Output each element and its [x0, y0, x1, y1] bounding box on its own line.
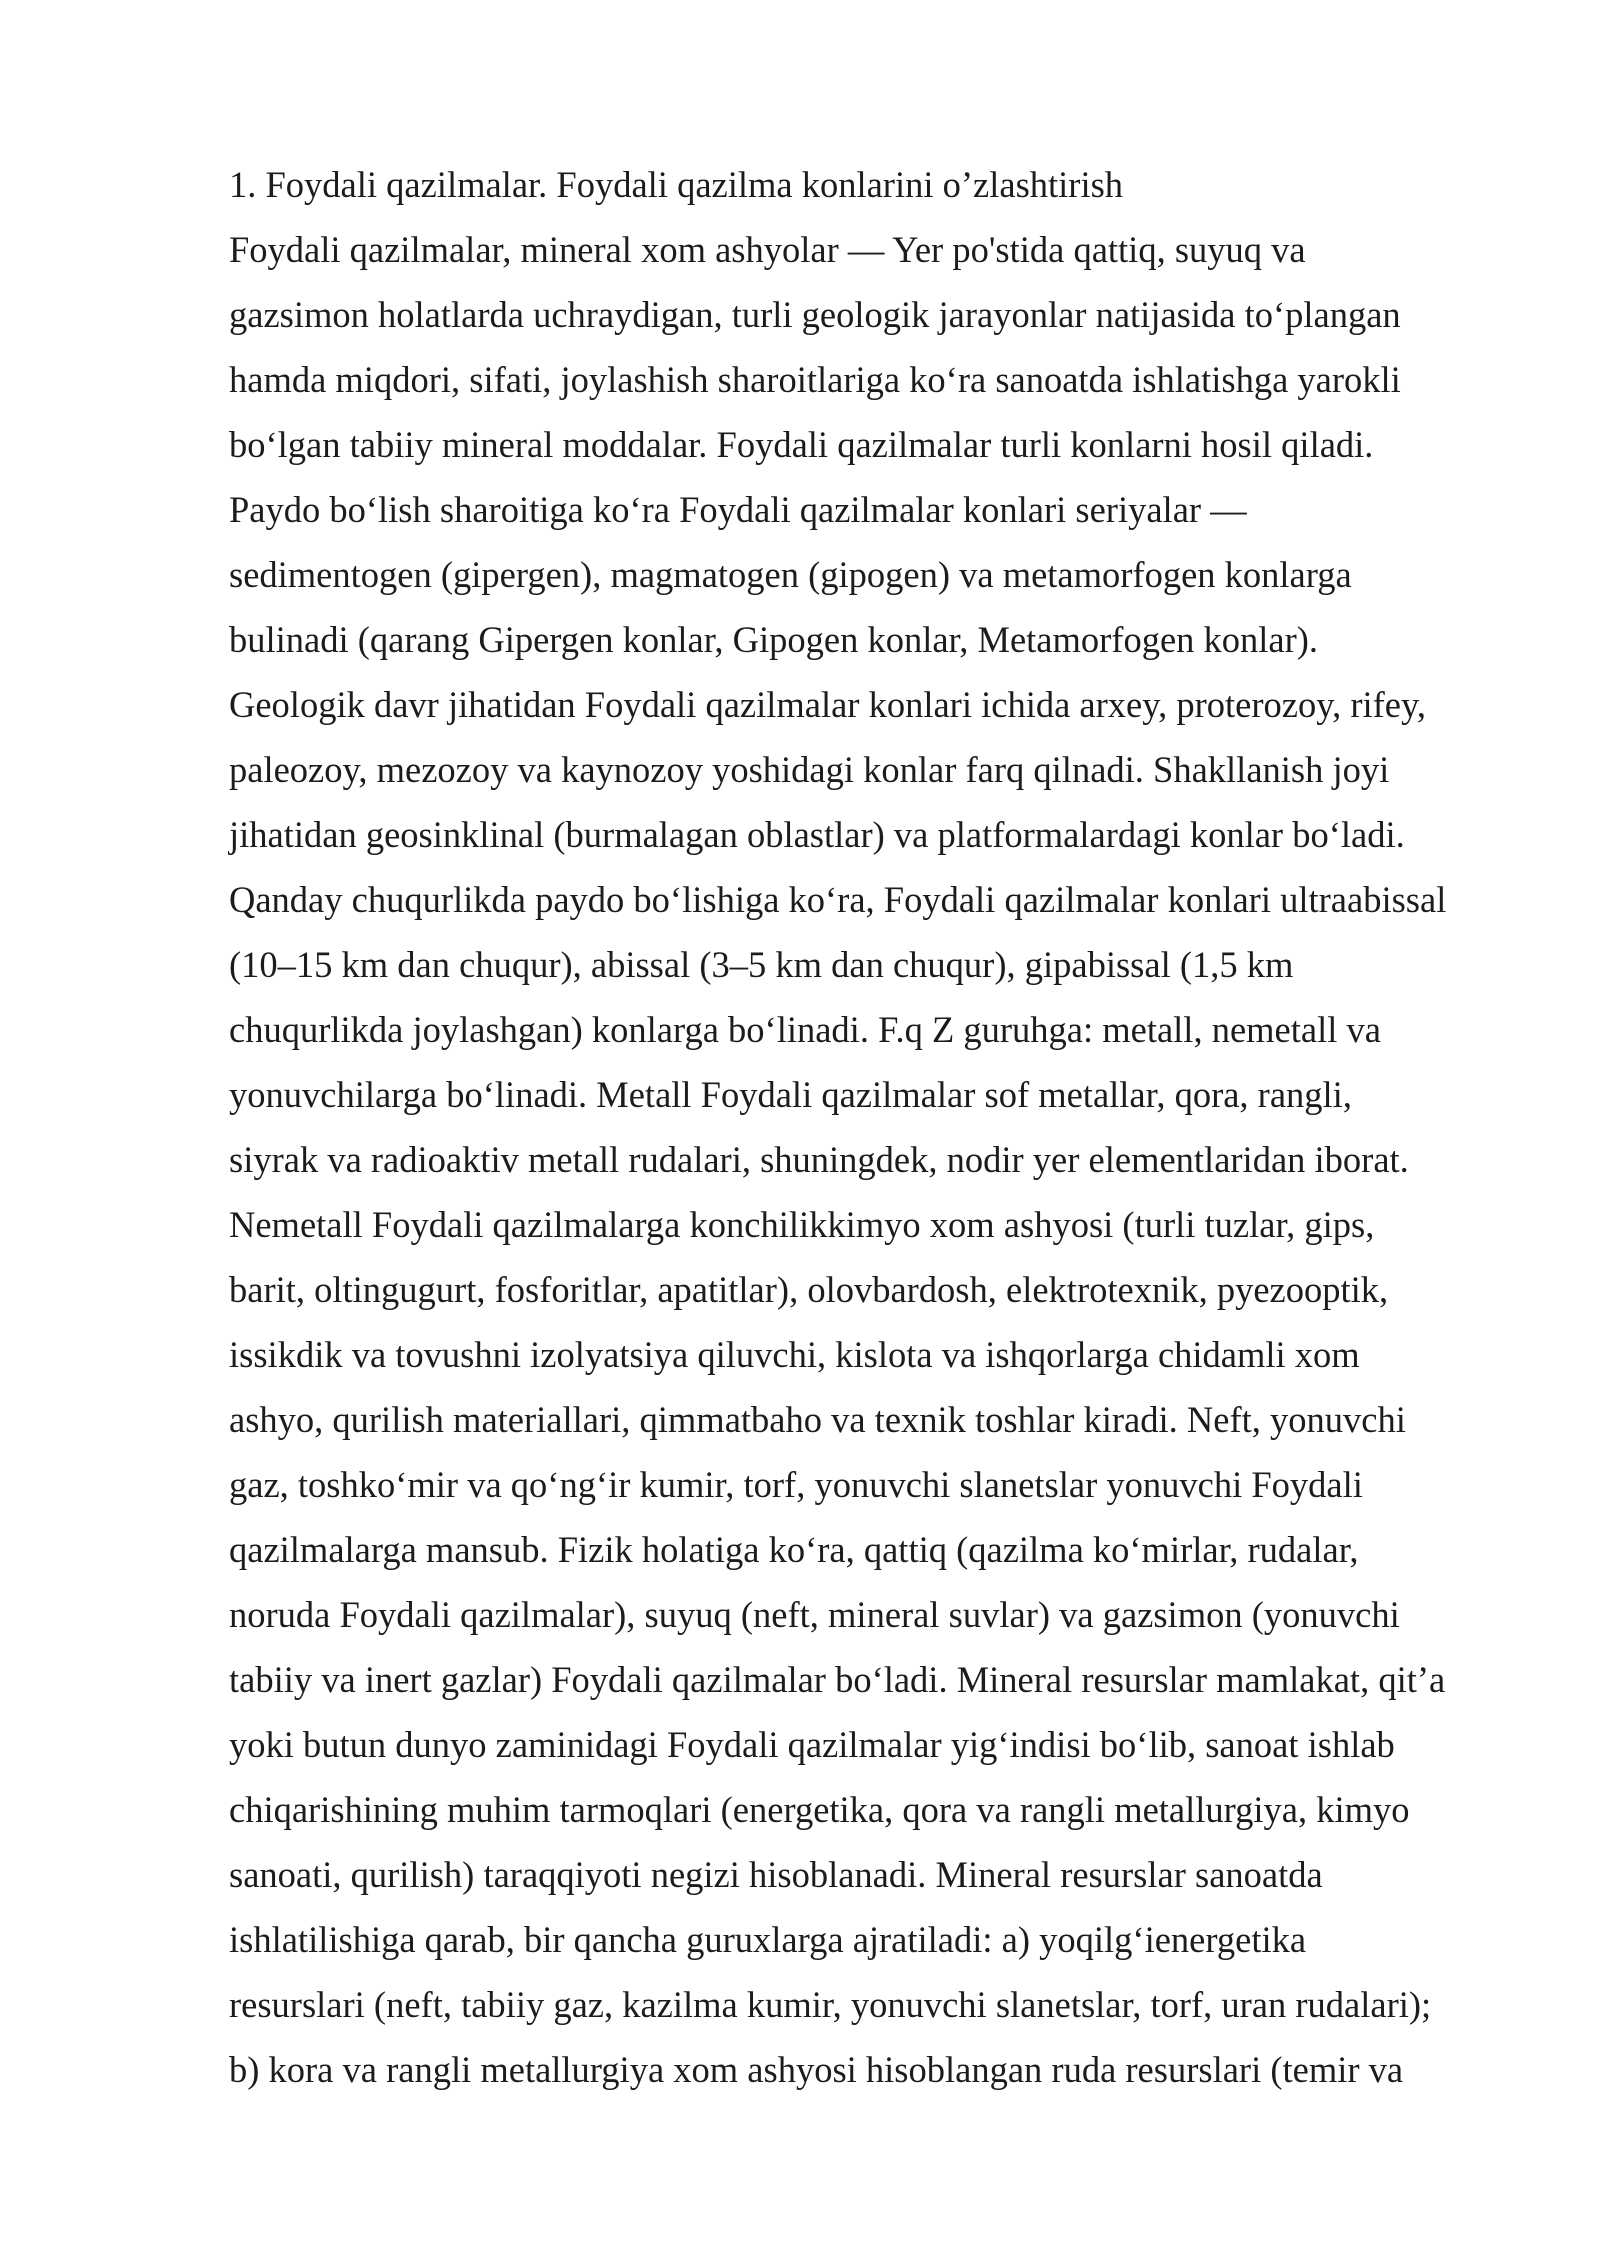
paragraph-line: Foydali qazilmalar, mineral xom ashyolar — Yer po'stida qattiq, suyuq va — [229, 229, 1306, 270]
paragraph-line: qazilmalarga mansub. Fizik holatiga koʻra, qattiq (qazilma koʻmirlar, rudalar, — [229, 1529, 1359, 1570]
paragraph-line: Geologik davr jihatidan Foydali qazilmalar konlari ichida arxey, proterozoy, rifey, — [229, 684, 1426, 725]
paragraph-line: Paydo boʻlish sharoitiga koʻra Foydali qazilmalar konlari seriyalar — — [229, 489, 1247, 530]
paragraph-line: sanoati, qurilish) taraqqiyoti negizi hisoblanadi. Mineral resurslar sanoatda — [229, 1854, 1323, 1895]
paragraph-line: Nemetall Foydali qazilmalarga konchilikkimyo xom ashyosi (turli tuzlar, gips, — [229, 1204, 1375, 1245]
paragraph-line: Qanday chuqurlikda paydo boʻlishiga koʻra, Foydali qazilmalar konlari ultraabissal — [229, 879, 1447, 920]
paragraph-line: hamda miqdori, sifati, joylashish sharoitlariga koʻra sanoatda ishlatishga yarokli — [229, 359, 1401, 400]
paragraph-line: siyrak va radioaktiv metall rudalari, shuningdek, nodir yer elementlaridan iborat. — [229, 1139, 1409, 1180]
paragraph-line: yoki butun dunyo zaminidagi Foydali qazilmalar yigʻindisi boʻlib, sanoat ishlab — [229, 1724, 1395, 1765]
paragraph-line: tabiiy va inert gazlar) Foydali qazilmalar boʻladi. Mineral resurslar mamlakat, qit’a — [229, 1659, 1446, 1700]
document-heading: 1. Foydali qazilmalar. Foydali qazilma konlarini o’zlashtirish — [229, 164, 1124, 205]
paragraph-line: sedimentogen (gipergen), magmatogen (gipogen) va metamorfogen konlarga — [229, 554, 1352, 595]
document-text — [229, 152, 1529, 2102]
paragraph-line: ashyo, qurilish materiallari, qimmatbaho va texnik toshlar kiradi. Neft, yonuvchi — [229, 1399, 1406, 1440]
paragraph-line: gazsimon holatlarda uchraydigan, turli geologik jarayonlar natijasida toʻplangan — [229, 294, 1401, 335]
paragraph-line: b) kora va rangli metallurgiya xom ashyosi hisoblangan ruda resurslari (temir va — [229, 2049, 1404, 2090]
paragraph-line: resurslari (neft, tabiiy gaz, kazilma kumir, yonuvchi slanetslar, torf, uran rudalari); — [229, 1984, 1432, 2025]
paragraph-line: chuqurlikda joylashgan) konlarga boʻlinadi. F.q Z guruhga: metall, nemetall va — [229, 1009, 1381, 1050]
paragraph-line: jihatidan geosinklinal (burmalagan oblastlar) va platformalardagi konlar boʻladi. — [229, 814, 1405, 855]
paragraph-line: ishlatilishiga qarab, bir qancha guruxlarga ajratiladi: a) yoqilgʻienergetika — [229, 1919, 1307, 1960]
paragraph-line: boʻlgan tabiiy mineral moddalar. Foydali qazilmalar turli konlarni hosil qiladi. — [229, 424, 1374, 465]
paragraph-line: noruda Foydali qazilmalar), suyuq (neft, mineral suvlar) va gazsimon (yonuvchi — [229, 1594, 1400, 1635]
paragraph-line: issikdik va tovushni izolyatsiya qiluvchi, kislota va ishqorlarga chidamli xom — [229, 1334, 1360, 1375]
paragraph-line: paleozoy, mezozoy va kaynozoy yoshidagi konlar farq qilnadi. Shakllanish joyi — [229, 749, 1390, 790]
paragraph-line: yonuvchilarga boʻlinadi. Metall Foydali qazilmalar sof metallar, qora, rangli, — [229, 1074, 1352, 1115]
paragraph-line: barit, oltingugurt, fosforitlar, apatitlar), olovbardosh, elektrotexnik, pyezooptik, — [229, 1269, 1389, 1310]
paragraph-line: chiqarishining muhim tarmoqlari (energetika, qora va rangli metallurgiya, kimyo — [229, 1789, 1410, 1830]
document-paragraph — [229, 217, 1529, 2102]
paragraph-line: bulinadi (qarang Gipergen konlar, Gipogen konlar, Metamorfogen konlar). — [229, 619, 1319, 660]
paragraph-line: (10–15 km dan chuqur), abissal (3–5 km dan chuqur), gipabissal (1,5 km — [229, 944, 1294, 985]
paragraph-line: gaz, toshkoʻmir va qoʻngʻir kumir, torf, yonuvchi slanetslar yonuvchi Foydali — [229, 1464, 1363, 1505]
